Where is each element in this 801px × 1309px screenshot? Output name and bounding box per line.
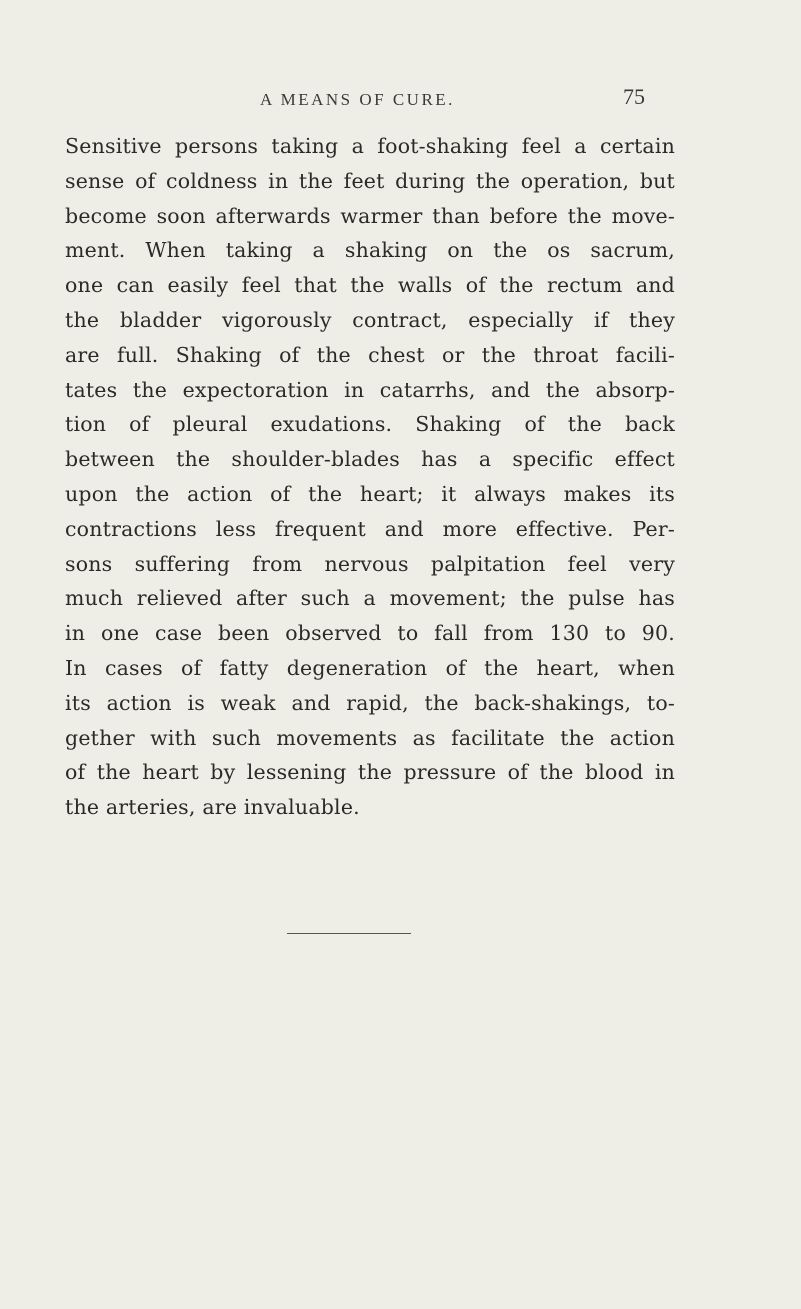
running-head: A MEANS OF CURE. xyxy=(260,90,455,109)
text-line: Sensitive persons taking a foot-shaking feel a certain xyxy=(65,134,675,158)
text-line: become soon afterwards warmer than before the move- xyxy=(65,203,675,228)
text-line: of the heart by lessening the pressure of the blood in xyxy=(65,760,675,785)
text-line: contractions less frequent and more effective. Per- xyxy=(65,516,675,541)
text-line: upon the action of the heart; it always makes its xyxy=(65,481,675,506)
text-line: its action is weak and rapid, the back-shakings, to- xyxy=(65,690,675,715)
text-line: tion of pleural exudations. Shaking of the back xyxy=(65,412,675,437)
section-divider xyxy=(287,933,411,934)
text-line: are full. Shaking of the chest or the throat facili- xyxy=(65,342,675,367)
text-line: gether with such movements as facilitate the action xyxy=(65,725,675,750)
text-line: between the shoulder-blades has a specific effect xyxy=(65,447,675,472)
text-line: tates the expectoration in catarrhs, and the absorp- xyxy=(65,377,675,402)
text-line: one can easily feel that the walls of the rectum and xyxy=(65,273,675,298)
text-line: In cases of fatty degeneration of the heart, when xyxy=(65,655,675,680)
text-line: in one case been observed to fall from 130 to 90. xyxy=(65,621,675,646)
text-line: ment. When taking a shaking on the os sacrum, xyxy=(65,238,675,263)
text-line: the bladder vigorously contract, especially if they xyxy=(65,307,675,332)
body-text xyxy=(65,129,675,825)
page-number: 75 xyxy=(623,84,645,109)
text-line: sense of coldness in the feet during the operation, but xyxy=(65,168,675,193)
text-line-last: the arteries, are invaluable. xyxy=(65,795,360,820)
text-line: much relieved after such a movement; the pulse has xyxy=(65,586,675,611)
text-line: sons suffering from nervous palpitation feel very xyxy=(65,551,675,576)
